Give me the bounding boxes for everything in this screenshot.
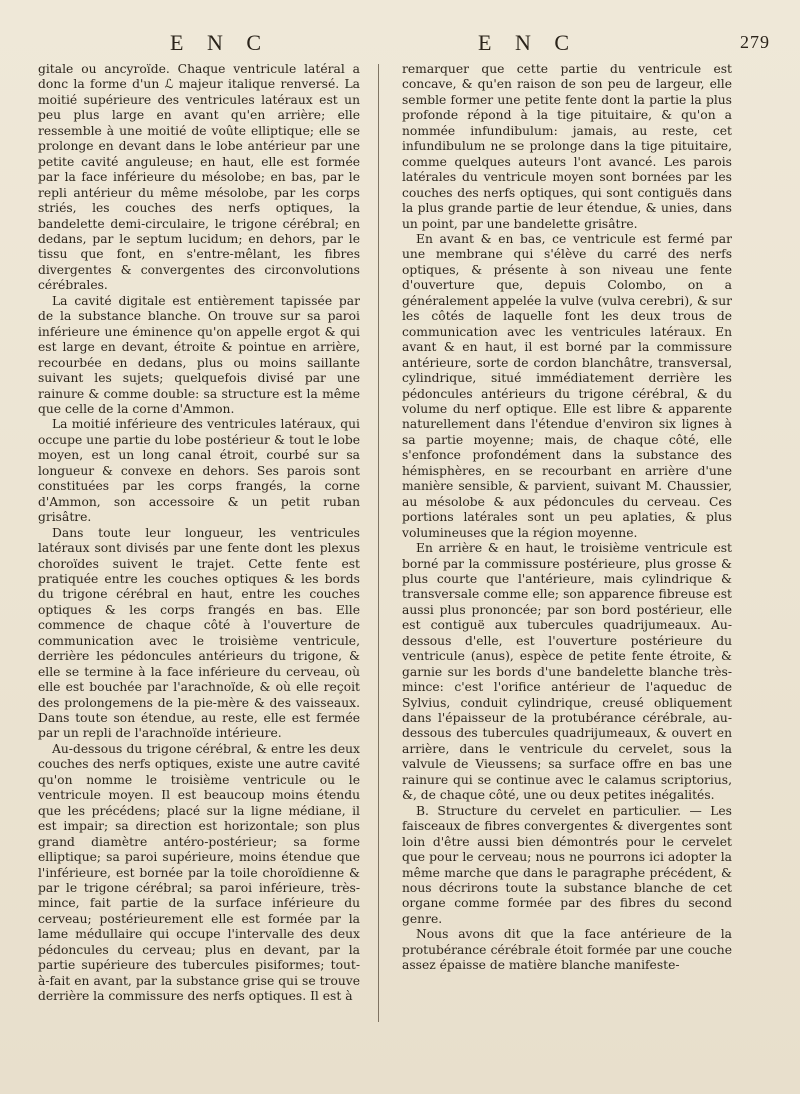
paragraph: La cavité digitale est entièrement tapissée par de la substance blanche. On trouve sur sa paroi inférieure une éminence qu'on appelle ergot & qui est large en devant, étroite & pointue en arrière, recourbée en dedans, plus ou moins saillante suivant les sujets; quelquefois divisé par une rainure & comme double: sa structure est la même que celle de la corne d'Ammon. <box>38 293 360 416</box>
left-text-column <box>38 62 360 1005</box>
column-divider <box>378 64 379 1022</box>
page-number: 279 <box>740 32 770 52</box>
paragraph: En avant & en bas, ce ventricule est fermé par une membrane qui s'élève du carré des nerfs optiques, & présente à son niveau une fente d'ouverture que, depuis Colombo, on a généralement appelée la vulve (vulva cerebri), & sur les côtés de laquelle font les deux trous de communication avec les ventricules latéraux. En avant & en haut, il est borné par la commissure antérieure, sorte de cordon blanchâtre, transversal, cylindrique, situé immédiatement derrière les pédoncules antérieurs du trigone cérébral, & du volume du nerf optique. Elle est libre & apparente naturellement dans l'étendue d'environ six lignes à sa partie moyenne; mais, de chaque côté, elle s'enfonce profondément dans la substance des hémisphères, en se recourbant en arrière d'une manière sensible, & parvient, suivant M. Chaussier, au mésolobe & aux pédoncules du cerveau. Ces portions latérales sont un peu aplaties, & plus volumineuses que la région moyenne. <box>402 231 732 540</box>
header-left-title: E N C <box>170 30 270 55</box>
paragraph: remarquer que cette partie du ventricule est concave, & qu'en raison de son peu de largeur, elle semble former une petite fente dont la partie la plus profonde répond à la tige pituitaire, & qu'on a nommée infundibulum: jamais, au reste, cet infundibulum ne se prolonge dans la tige pituitaire, comme quelques auteurs l'ont avancé. Les parois latérales du ventricule moyen sont bornées par les couches des nerfs optiques, qui sont contiguës dans la plus grande partie de leur étendue, & unies, dans un point, par une bandelette grisâtre. <box>402 62 732 231</box>
running-header <box>0 30 800 58</box>
paragraph: gitale ou ancyroïde. Chaque ventricule latéral a donc la forme d'un ℒ majeur italique renversé. La moitié supérieure des ventricules latéraux est un peu plus large en avant qu'en arrière; elle ressemble à une moitié de voûte elliptique; elle se prolonge en devant dans le lobe antérieur par une petite cavité anguleuse; en haut, elle est formée par la face inférieure du mésolobe; en bas, par le repli antérieur du même mésolobe, par les corps striés, les couches des nerfs optiques, la bandelette demi-circulaire, le trigone cérébral; en dedans, par le septum lucidum; en dehors, par le tissu que font, en s'entre-mêlant, les fibres divergentes & convergentes des circonvolutions cérébrales. <box>38 62 360 293</box>
paragraph: La moitié inférieure des ventricules latéraux, qui occupe une partie du lobe postérieur & tout le lobe moyen, est un long canal étroit, courbé sur sa longueur & convexe en dehors. Ses parois sont constituées par les corps frangés, la corne d'Ammon, son accessoire & un petit ruban grisâtre. <box>38 417 360 525</box>
paragraph: Dans toute leur longueur, les ventricules latéraux sont divisés par une fente dont les plexus choroïdes suivent le trajet. Cette fente est pratiquée entre les couches optiques & les bords du trigone cérébral en haut, entre les couches optiques & les corps frangés en bas. Elle commence de chaque côté à l'ouverture de communication avec le troisième ventricule, derrière les pédoncules antérieurs du trigone, & elle se termine à la face inférieure du cerveau, où elle est bouchée par l'arachnoïde, & où elle reçoit des prolongemens de la pie-mère & des vaisseaux. Dans toute son étendue, au reste, elle est fermée par un repli de l'arachnoïde intérieure. <box>38 525 360 741</box>
header-center-title: E N C <box>478 30 578 55</box>
paragraph: B. Structure du cervelet en particulier. — Les faisceaux de fibres convergentes & divergentes sont loin d'être aussi bien démontrés pour le cervelet que pour le cerveau; nous ne pourrons ici adopter la même marche que dans le paragraphe précédent, & nous décrirons toute la substance blanche de cet organe comme formée par des fibres du second genre. <box>402 803 732 926</box>
paragraph: Nous avons dit que la face antérieure de la protubérance cérébrale étoit formée par une couche assez épaisse de matière blanche manifeste- <box>402 927 732 973</box>
paragraph: Au-dessous du trigone cérébral, & entre les deux couches des nerfs optiques, existe une autre cavité qu'on nomme le troisième ventricule ou le ventricule moyen. Il est beaucoup moins étendu que les précédens; placé sur la ligne médiane, il est impair; sa direction est horizontale; son plus grand diamètre antéro-postérieur; sa forme elliptique; sa paroi supérieure, moins étendue que l'inférieure, est bornée par la toile choroïdienne & par le trigone cérébral; sa paroi inférieure, très-mince, fait partie de la surface inférieure du cerveau; postérieurement elle est formée par la lame médullaire qui occupe l'intervalle des deux pédoncules du cerveau; plus en devant, par la partie supérieure des tubercules pisiformes; tout-à-fait en avant, par la substance grise qui se trouve derrière la commissure des nerfs optiques. Il est à <box>38 741 360 1004</box>
paragraph: En arrière & en haut, le troisième ventricule est borné par la commissure postérieure, plus grosse & plus courte que l'antérieure, mais cylindrique & transversale comme elle; son apparence fibreuse est aussi plus prononcée; par son bord postérieur, elle est contiguë aux tubercules quadrijumeaux. Au-dessous d'elle, est l'ouverture postérieure du ventricule (anus), espèce de petite fente étroite, & garnie sur les bords d'une bandelette blanche très-mince: c'est l'orifice antérieur de l'aqueduc de Sylvius, conduit cylindrique, creusé obliquement dans l'épaisseur de la protubérance cérébrale, au-dessous des tubercules quadrijumeaux, & ouvert en arrière, dans le ventricule du cervelet, sous la valvule de Vieussens; sa surface offre en bas une rainure qui se continue avec le calamus scriptorius, &, de chaque côté, une ou deux petites inégalités. <box>402 541 732 803</box>
right-text-column <box>402 62 732 974</box>
